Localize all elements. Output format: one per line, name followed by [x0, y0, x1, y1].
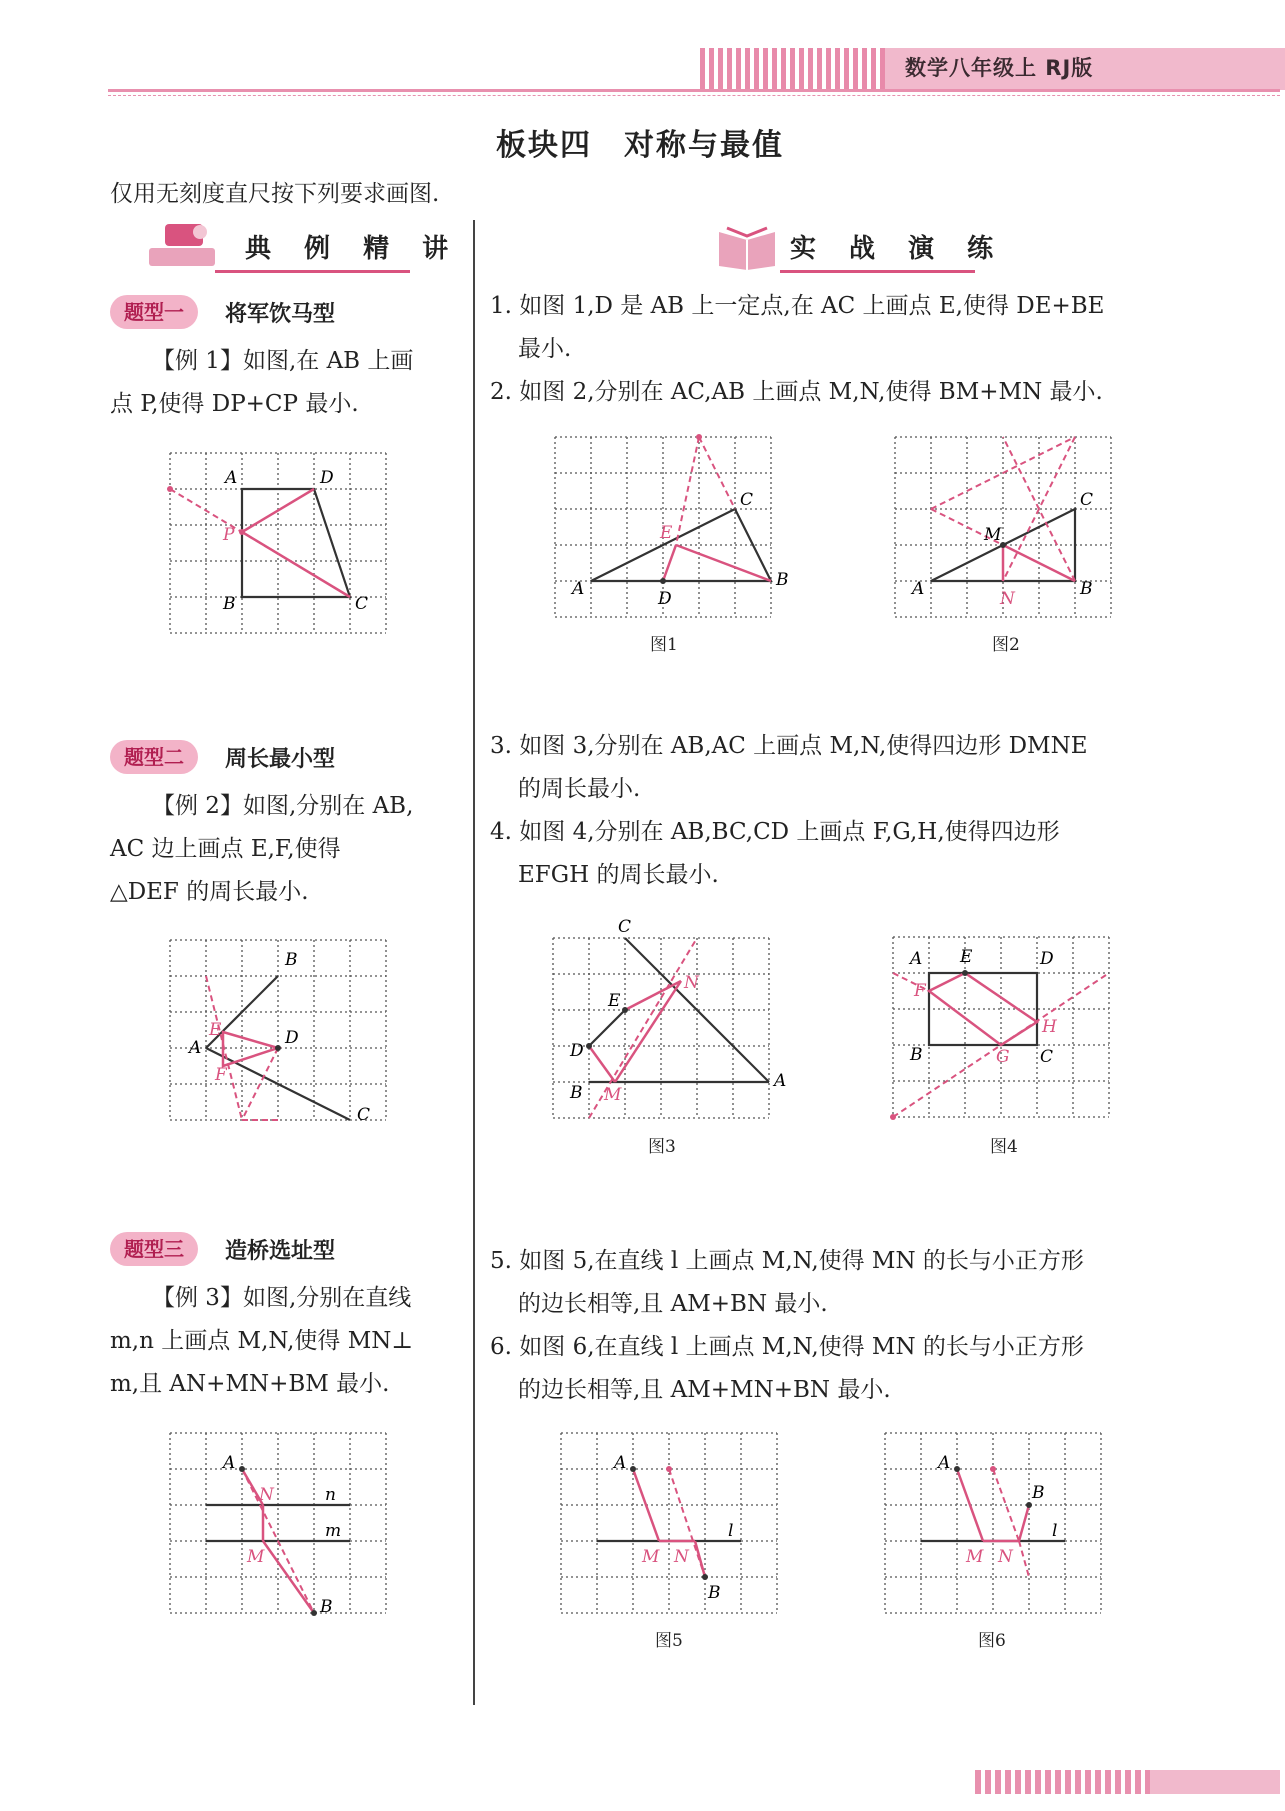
- column-divider: [473, 220, 475, 1705]
- label-D: D: [570, 1041, 584, 1061]
- problem-1-line: 1. 如图 1,D 是 AB 上一定点,在 AC 上画点 E,使得 DE+BE: [490, 293, 1105, 319]
- example-text-line: 点 P,使得 DP+CP 最小.: [110, 391, 359, 417]
- caption-fig4: 图4: [990, 1137, 1018, 1157]
- example-text-line: 【例 1】如图,在 AB 上画: [152, 348, 414, 374]
- label-B: B: [570, 1083, 583, 1103]
- example-text-line: m,且 AN+MN+BM 最小.: [110, 1371, 390, 1397]
- problem-6-line: 的边长相等,且 AM+MN+BN 最小.: [518, 1377, 891, 1403]
- label-G: G: [996, 1047, 1010, 1067]
- type-badge: 题型一: [110, 295, 198, 329]
- label-M: M: [966, 1547, 984, 1567]
- problem-1-line: 最小.: [518, 336, 572, 362]
- label-B: B: [223, 594, 236, 614]
- label-D: D: [1040, 949, 1054, 969]
- example-text-line: m,n 上画点 M,N,使得 MN⊥: [110, 1328, 413, 1354]
- label-N: N: [674, 1547, 689, 1567]
- label-M: M: [604, 1085, 622, 1105]
- label-A: A: [614, 1453, 627, 1473]
- label-F: F: [914, 981, 926, 1001]
- examples-heading-underline: [215, 270, 410, 273]
- label-A: A: [223, 1453, 236, 1473]
- problem-5-line: 的边长相等,且 AM+BN 最小.: [518, 1291, 828, 1317]
- figure-6: [880, 1428, 1110, 1618]
- label-A: A: [912, 579, 925, 599]
- label-D: D: [320, 468, 334, 488]
- label-B: B: [910, 1045, 923, 1065]
- label-A: A: [910, 949, 923, 969]
- label-C: C: [1040, 1047, 1054, 1067]
- caption-fig2: 图2: [992, 635, 1020, 655]
- type-badge: 题型三: [110, 1232, 198, 1266]
- problem-2-line: 2. 如图 2,分别在 AC,AB 上画点 M,N,使得 BM+MN 最小.: [490, 379, 1103, 405]
- label-B: B: [1032, 1483, 1045, 1503]
- label-m: m: [325, 1521, 342, 1541]
- figure-2: [890, 432, 1120, 622]
- label-A: A: [774, 1071, 787, 1091]
- problem-4-line: EFGH 的周长最小.: [518, 862, 719, 888]
- label-C: C: [740, 490, 754, 510]
- problem-6-line: 6. 如图 6,在直线 l 上画点 M,N,使得 MN 的长与小正方形: [490, 1334, 1084, 1360]
- label-E: E: [209, 1020, 222, 1040]
- label-D: D: [285, 1028, 299, 1048]
- intro-text: 仅用无刻度直尺按下列要求画图.: [110, 181, 440, 207]
- book-title: 数学八年级上 RJ版: [905, 56, 1094, 80]
- problem-3-line: 的周长最小.: [518, 776, 641, 802]
- footer-box: [1150, 1770, 1280, 1794]
- caption-fig3: 图3: [648, 1137, 676, 1157]
- label-A: A: [225, 468, 238, 488]
- example-text-line: 【例 2】如图,分别在 AB,: [152, 793, 414, 819]
- label-C: C: [618, 917, 632, 937]
- label-M: M: [984, 525, 1002, 545]
- header-stripes: [700, 48, 885, 90]
- figure-1: [550, 432, 789, 622]
- label-M: M: [247, 1547, 265, 1567]
- label-n: n: [325, 1485, 336, 1505]
- example-text-line: AC 边上画点 E,F,使得: [110, 836, 341, 862]
- caption-fig5: 图5: [655, 1631, 683, 1651]
- problem-4-line: 4. 如图 4,分别在 AB,BC,CD 上画点 F,G,H,使得四边形: [490, 819, 1060, 845]
- type-badge: 题型二: [110, 740, 198, 774]
- label-N: N: [684, 973, 699, 993]
- type-title: 造桥选址型: [225, 1239, 336, 1264]
- figure-5: [556, 1428, 786, 1618]
- label-B: B: [1080, 579, 1093, 599]
- page-title: 板块四 对称与最值: [496, 128, 784, 163]
- example3-figure: [165, 1428, 395, 1618]
- problem-5-line: 5. 如图 5,在直线 l 上画点 M,N,使得 MN 的长与小正方形: [490, 1248, 1084, 1274]
- label-l: l: [1052, 1521, 1058, 1541]
- label-N: N: [998, 1547, 1013, 1567]
- label-B: B: [320, 1597, 333, 1617]
- label-C: C: [357, 1105, 371, 1125]
- caption-fig6: 图6: [978, 1631, 1006, 1651]
- example-text-line: 【例 3】如图,分别在直线: [152, 1285, 412, 1311]
- figure-3: [548, 917, 787, 1128]
- header-rule: [108, 89, 1280, 92]
- example2-figure: [165, 935, 395, 1125]
- label-F: F: [215, 1065, 227, 1085]
- label-E: E: [960, 947, 973, 967]
- label-A: A: [189, 1038, 202, 1058]
- type-title: 周长最小型: [225, 747, 336, 772]
- label-N: N: [1000, 589, 1015, 609]
- label-D: D: [658, 589, 672, 609]
- label-B: B: [708, 1583, 721, 1603]
- label-B: B: [776, 570, 789, 590]
- example-text-line: △DEF 的周长最小.: [110, 879, 309, 905]
- examples-heading: 典 例 精 讲: [245, 234, 461, 264]
- practice-heading: 实 战 演 练: [790, 234, 1006, 264]
- practice-heading-underline: [780, 270, 975, 273]
- label-P: P: [223, 525, 235, 545]
- figure-4: [888, 932, 1118, 1122]
- problem-3-line: 3. 如图 3,分别在 AB,AC 上画点 M,N,使得四边形 DMNE: [490, 733, 1088, 759]
- header-dashed-rule: [108, 95, 1280, 96]
- label-B: B: [285, 950, 298, 970]
- label-C: C: [1080, 490, 1094, 510]
- example1-figure: [165, 448, 395, 638]
- book-icon: [715, 218, 779, 270]
- label-A: A: [572, 579, 585, 599]
- label-N: N: [259, 1485, 274, 1505]
- type-title: 将军饮马型: [225, 302, 336, 327]
- telescope-icon: [145, 218, 223, 270]
- label-M: M: [642, 1547, 660, 1567]
- label-A: A: [938, 1453, 951, 1473]
- label-C: C: [355, 594, 369, 614]
- label-E: E: [660, 523, 673, 543]
- label-H: H: [1042, 1017, 1057, 1037]
- label-l: l: [728, 1521, 734, 1541]
- caption-fig1: 图1: [650, 635, 678, 655]
- label-E: E: [608, 991, 621, 1011]
